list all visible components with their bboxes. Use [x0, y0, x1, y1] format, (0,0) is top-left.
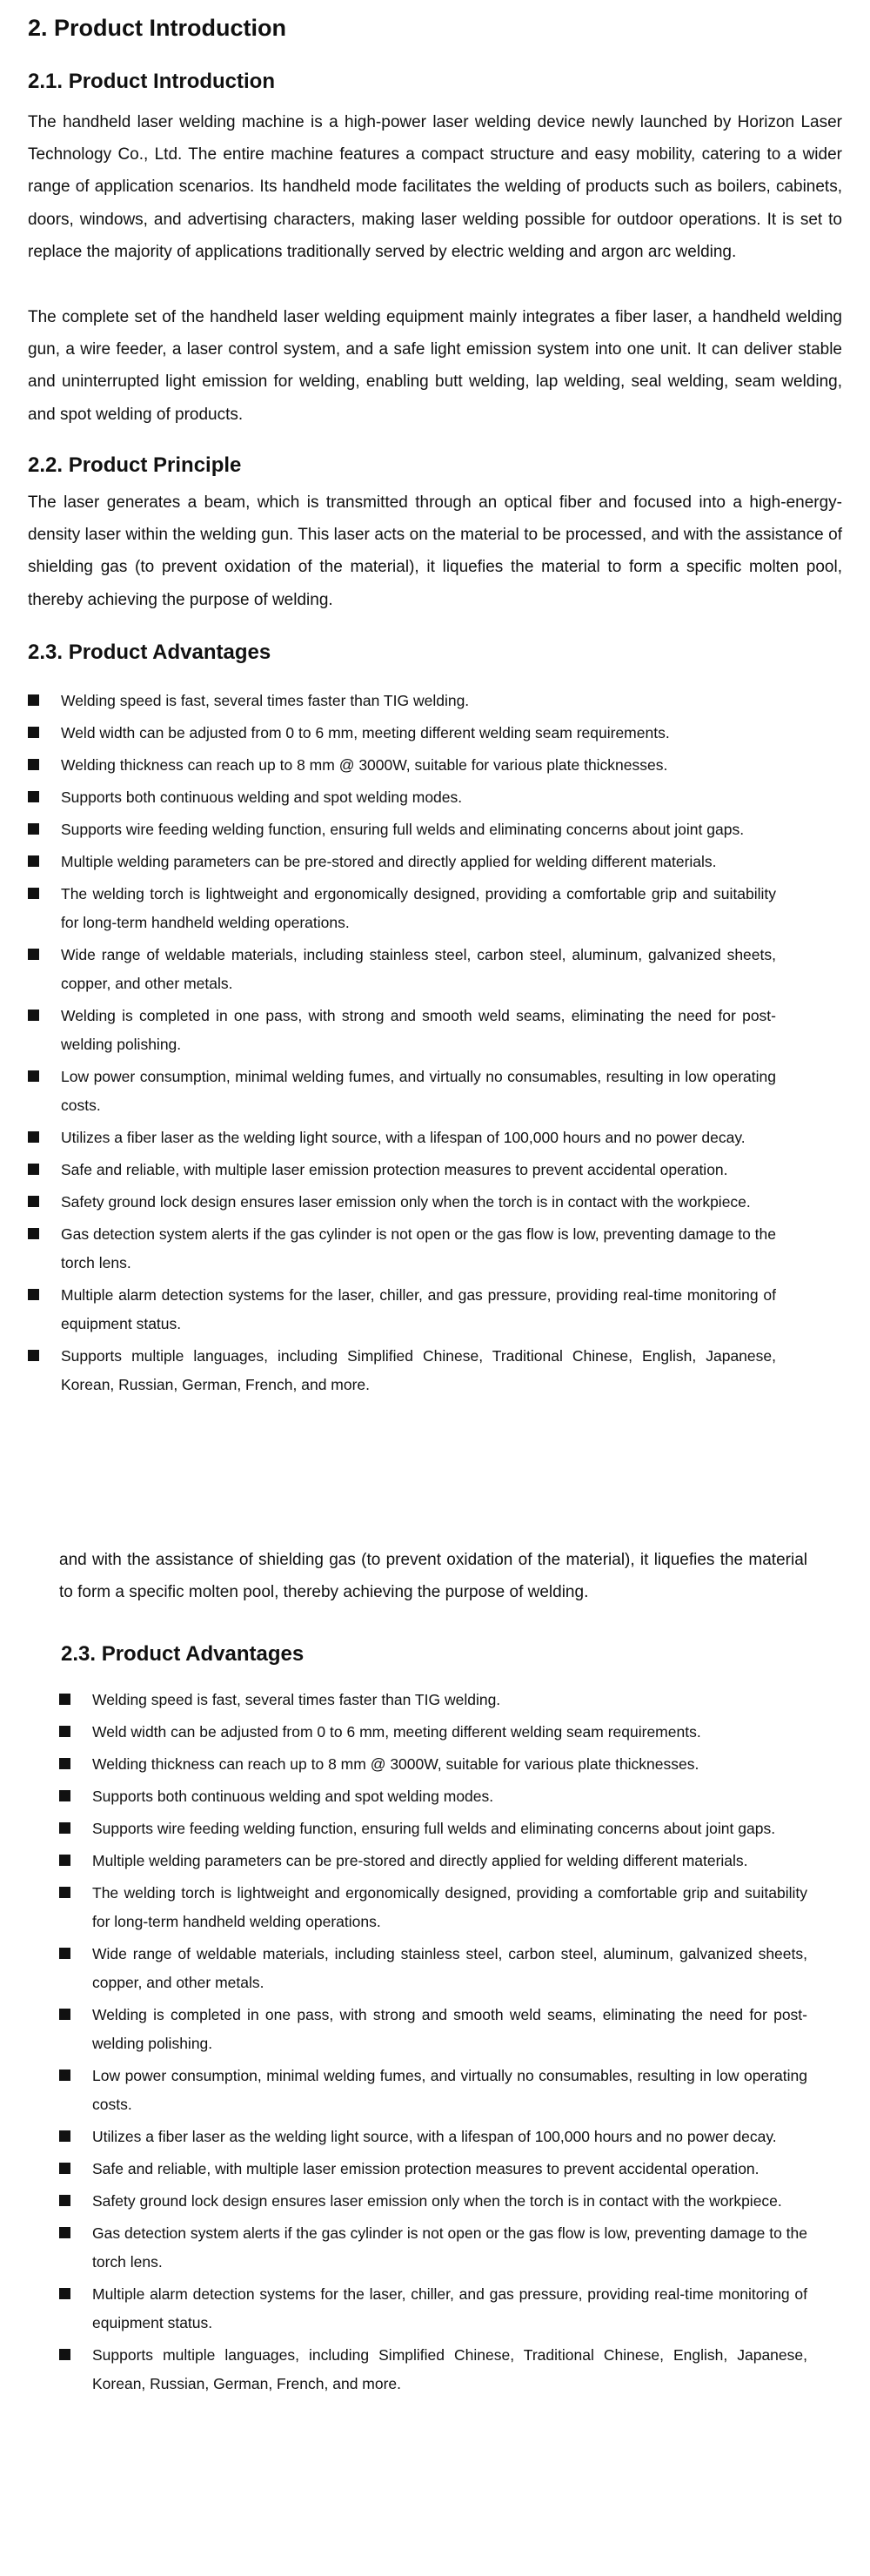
square-bullet-icon	[59, 1694, 70, 1705]
list-item	[59, 2123, 807, 2151]
list-item	[28, 1063, 776, 1120]
square-bullet-icon	[59, 2227, 70, 2238]
list-item-text: Wide range of weldable materials, including stainless steel, carbon steel, aluminum, galvanized sheets, copper, and other metals.	[61, 946, 776, 992]
list-item-text: Welding is completed in one pass, with strong and smooth weld seams, eliminating the need for post-welding polishing.	[92, 2006, 807, 2052]
list-item-text: Supports multiple languages, including Simplified Chinese, Traditional Chinese, English, Japanese, Korean, Russian, German, French, and more.	[61, 1347, 776, 1393]
square-bullet-icon	[28, 1228, 39, 1239]
square-bullet-icon	[28, 1131, 39, 1143]
list-item	[59, 2341, 807, 2398]
list-item-text: Weld width can be adjusted from 0 to 6 mm, meeting different welding seam requirements.	[61, 724, 670, 741]
square-bullet-icon	[59, 2130, 70, 2142]
list-item-text: Low power consumption, minimal welding fumes, and virtually no consumables, resulting in low operating costs.	[92, 2067, 807, 2113]
list-item-text: Supports multiple languages, including Simplified Chinese, Traditional Chinese, English, Japanese, Korean, Russian, German, French, and more.	[92, 2346, 807, 2392]
square-bullet-icon	[59, 1758, 70, 1769]
square-bullet-icon	[59, 2349, 70, 2360]
advantages-list	[28, 687, 776, 1403]
square-bullet-icon	[59, 2288, 70, 2299]
list-item-text: Multiple welding parameters can be pre-stored and directly applied for welding different materials.	[61, 853, 717, 870]
square-bullet-icon	[28, 949, 39, 960]
square-bullet-icon	[59, 1822, 70, 1834]
list-item-text: Supports wire feeding welding function, ensuring full welds and eliminating concerns about joint gaps.	[92, 1820, 776, 1837]
list-item-text: Safety ground lock design ensures laser emission only when the torch is in contact with the workpiece.	[92, 2192, 782, 2210]
list-item-text: Welding speed is fast, several times faster than TIG welding.	[92, 1691, 501, 1708]
square-bullet-icon	[28, 888, 39, 899]
square-bullet-icon	[59, 2070, 70, 2081]
principle-paragraph: The laser generates a beam, which is transmitted through an optical fiber and focused into a high-energy-density laser within the welding gun. This laser acts on the material to be processed, and with the assistance of shielding gas (to prevent oxidation of the material), it liquefies the material to form a specific molten pool, thereby achieving the purpose of welding.	[28, 493, 842, 609]
list-item-text: Welding speed is fast, several times faster than TIG welding.	[61, 692, 470, 709]
list-item	[59, 1879, 807, 1936]
list-item-text: Supports both continuous welding and spot welding modes.	[92, 1788, 494, 1805]
square-bullet-icon	[59, 2009, 70, 2020]
advantages-list-repeat	[59, 1686, 807, 2402]
list-item-text: Welding thickness can reach up to 8 mm @ 3000W, suitable for various plate thicknesses.	[92, 1755, 699, 1773]
square-bullet-icon	[59, 1726, 70, 1737]
list-item	[59, 1782, 807, 1811]
list-item	[59, 1750, 807, 1779]
list-item	[59, 1815, 807, 1843]
list-item-text: Multiple alarm detection systems for the laser, chiller, and gas pressure, providing real-time monitoring of equipment status.	[92, 2285, 807, 2331]
list-item	[28, 751, 776, 780]
list-item	[28, 1002, 776, 1059]
list-item	[28, 1342, 776, 1399]
list-item-text: Weld width can be adjusted from 0 to 6 mm, meeting different welding seam requirements.	[92, 1723, 701, 1741]
square-bullet-icon	[59, 2163, 70, 2174]
intro-paragraph-1: The handheld laser welding machine is a high-power laser welding device newly launched by Horizon Laser Technology Co., Ltd. The entire machine features a compact structure and easy mobility, catering to a wider range of application scenarios. Its handheld mode facilitates the welding of products such as boilers, cabinets, doors, windows, and advertising characters, making laser welding possible for outdoor operations. It is set to replace the majority of applications traditionally served by electric welding and argon arc welding.	[28, 113, 842, 261]
list-item-text: Welding is completed in one pass, with strong and smooth weld seams, eliminating the need for post-welding polishing.	[61, 1007, 776, 1053]
principle-heading: 2.2. Product Principle	[28, 453, 242, 477]
square-bullet-icon	[28, 1350, 39, 1361]
square-bullet-icon	[59, 1948, 70, 1959]
square-bullet-icon	[59, 1790, 70, 1801]
square-bullet-icon	[28, 823, 39, 835]
advantages-heading-repeat: 2.3. Product Advantages	[61, 1642, 304, 1666]
list-item-text: Utilizes a fiber laser as the welding light source, with a lifespan of 100,000 hours and no power decay.	[92, 2128, 777, 2145]
list-item-text: Wide range of weldable materials, including stainless steel, carbon steel, aluminum, galvanized sheets, copper, and other metals.	[92, 1945, 807, 1991]
square-bullet-icon	[59, 2195, 70, 2206]
list-item-text: Multiple alarm detection systems for the laser, chiller, and gas pressure, providing real-time monitoring of equipment status.	[61, 1286, 776, 1332]
list-item	[28, 815, 776, 844]
repeated-principle-paragraph: and with the assistance of shielding gas (to prevent oxidation of the material), it liquefies the material to form a specific molten pool, thereby achieving the purpose of welding.	[59, 1551, 807, 1602]
list-item	[28, 848, 776, 876]
intro-heading: 2.1. Product Introduction	[28, 70, 276, 93]
square-bullet-icon	[28, 727, 39, 738]
list-item-text: Low power consumption, minimal welding fumes, and virtually no consumables, resulting in low operating costs.	[61, 1068, 776, 1114]
list-item-text: Safe and reliable, with multiple laser emission protection measures to prevent accidental operation.	[92, 2160, 760, 2177]
list-item	[59, 2219, 807, 2277]
list-item-text: Gas detection system alerts if the gas cylinder is not open or the gas flow is low, preventing damage to the torch lens.	[92, 2224, 807, 2271]
list-item	[28, 1188, 776, 1217]
list-item	[59, 2001, 807, 2058]
square-bullet-icon	[59, 1855, 70, 1866]
list-item	[59, 2187, 807, 2216]
list-item-text: The welding torch is lightweight and ergonomically designed, providing a comfortable grip and suitability for long-term handheld welding operations.	[61, 885, 776, 931]
list-item	[28, 941, 776, 998]
intro-paragraph-2: The complete set of the handheld laser welding equipment mainly integrates a fiber laser, a handheld welding gun, a wire feeder, a laser control system, and a safe light emission system into one unit. It can deliver stable and uninterrupted light emission for welding, enabling butt welding, lap welding, seal welding, seam welding, and spot welding of products.	[28, 308, 842, 424]
list-item-text: Supports both continuous welding and spot welding modes.	[61, 788, 463, 806]
list-item-text: The welding torch is lightweight and ergonomically designed, providing a comfortable grip and suitability for long-term handheld welding operations.	[92, 1884, 807, 1930]
list-item	[28, 783, 776, 812]
square-bullet-icon	[28, 855, 39, 867]
list-item-text: Safe and reliable, with multiple laser emission protection measures to prevent accidental operation.	[61, 1161, 728, 1178]
list-item	[28, 1281, 776, 1338]
list-item	[59, 1686, 807, 1714]
list-item	[28, 880, 776, 937]
list-item	[59, 2280, 807, 2338]
list-item-text: Utilizes a fiber laser as the welding light source, with a lifespan of 100,000 hours and no power decay.	[61, 1129, 746, 1146]
list-item	[28, 1124, 776, 1152]
square-bullet-icon	[28, 1289, 39, 1300]
list-item-text: Safety ground lock design ensures laser emission only when the torch is in contact with the workpiece.	[61, 1193, 751, 1211]
list-item	[59, 2062, 807, 2119]
square-bullet-icon	[28, 1070, 39, 1082]
square-bullet-icon	[59, 1887, 70, 1898]
section-title: 2. Product Introduction	[28, 15, 286, 41]
square-bullet-icon	[28, 1164, 39, 1175]
advantages-heading: 2.3. Product Advantages	[28, 641, 271, 664]
square-bullet-icon	[28, 1010, 39, 1021]
list-item	[59, 1718, 807, 1747]
list-item-text: Multiple welding parameters can be pre-stored and directly applied for welding different materials.	[92, 1852, 748, 1869]
list-item-text: Welding thickness can reach up to 8 mm @ 3000W, suitable for various plate thicknesses.	[61, 756, 668, 774]
list-item	[28, 1156, 776, 1184]
square-bullet-icon	[28, 791, 39, 802]
list-item	[59, 1847, 807, 1875]
list-item	[28, 687, 776, 715]
list-item	[59, 1940, 807, 1997]
list-item	[59, 2155, 807, 2184]
square-bullet-icon	[28, 694, 39, 706]
list-item	[28, 719, 776, 748]
square-bullet-icon	[28, 1196, 39, 1207]
square-bullet-icon	[28, 759, 39, 770]
list-item-text: Gas detection system alerts if the gas cylinder is not open or the gas flow is low, preventing damage to the torch lens.	[61, 1225, 776, 1271]
list-item	[28, 1220, 776, 1278]
list-item-text: Supports wire feeding welding function, ensuring full welds and eliminating concerns about joint gaps.	[61, 821, 745, 838]
